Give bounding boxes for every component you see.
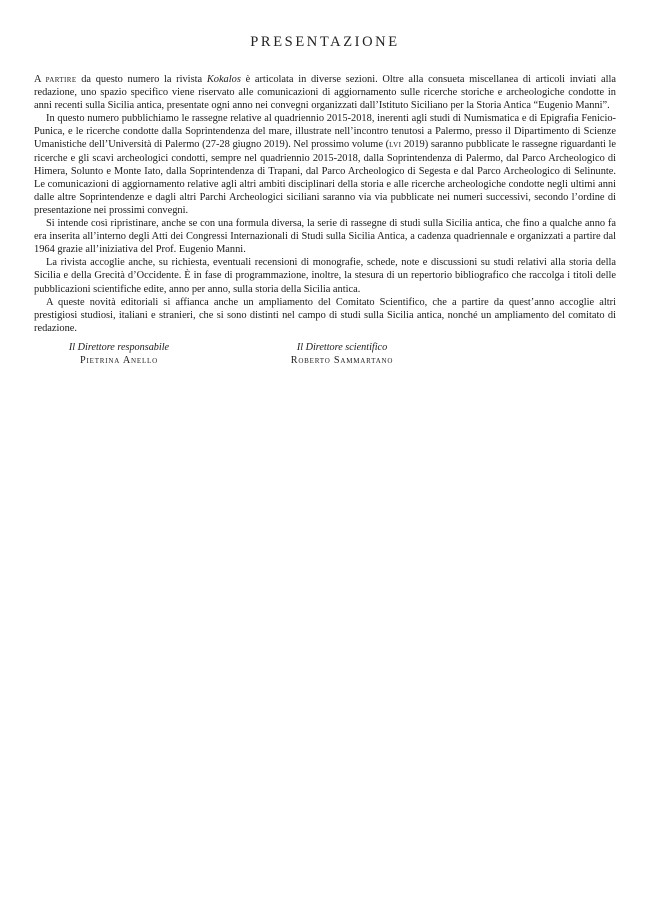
paragraph-5: A queste novità editoriali si affianca anche un ampliamento del Comitato Scientifico, che a partire da quest’anno accoglie altri prestigiosi studiosi, italiani e stranieri, che si sono distinti nel campo di studi sulla Sicilia antica, nonché un ampliamento del comitato di redazione.	[34, 296, 616, 334]
page	[34, 0, 616, 371]
paragraph-1-lead-smallcaps: partire	[45, 74, 77, 85]
signature-name: Pietrina Anello	[80, 354, 158, 366]
paragraph-4: La rivista accoglie anche, su richiesta, eventuali recensioni di monografie, schede, note e discussioni su studi relativi alla storia della Sicilia e della Grecità d’Occidente. È in fase di programmazione, inoltre, la stesura di un repertorio bibliografico che raccolga i titoli delle pubblicazioni scientifiche edite, anno per anno, sulla storia della Sicilia antica.	[34, 257, 616, 295]
paragraph-2	[34, 112, 616, 217]
paragraph-2-text-a: In questo numero pubblichiamo le rassegne relative al quadriennio 2015-2018, inerenti agli studi di Numismatica e di Epigrafia Fenicio-Punica, e le ricerche condotte dalla Soprintendenza del mare, illustrate nell’incontro tenutosi a Palermo, presso il Dipartimento di Scienze Umanistiche dell’Università di Palermo (27-28 giugno 2019). Nel prossimo volume (	[34, 113, 616, 151]
body-text	[34, 73, 616, 335]
paragraph-1-text-b: è articolata in diverse sezioni. Oltre alla consueta miscellanea di articoli inviati alla redazione, uno spazio specifico viene riservato alle comunicazioni di aggiornamento sulle ricerche storiche e archeologiche condotte in anni recenti sulla Sicilia antica, presentate ogni anno nei convegni organizzati dall’Istituto Siciliano per la Storia Antica “Eugenio Manni”.	[34, 74, 616, 112]
paragraph-1-lead-word: A	[34, 74, 41, 85]
paragraph-2-text-b: 2019) saranno pubblicate le rassegne riguardanti le ricerche e gli scavi archeologici condotti, sempre nel quadriennio 2015-2018, dalla Soprintendenza di Palermo, dal Parco Archeologico di Himera, Solunto e Monte Iato, dalla Soprintendenza di Trapani, dal Parco Archeologico di Segesta e dal Parco Archeologico di Selinunte. Le comunicazioni di aggiornamento relative agli altri ambiti disciplinari della storia e alle ricerche archeologiche condotte negli ultimi anni dalle altre Soprintendenze e dagli altri Parchi Archeologici siciliani saranno via via pubblicate nei numeri successivi, secondo l’ordine di presentazione nei prossimi convegni.	[34, 139, 616, 216]
signatures	[34, 341, 616, 371]
volume-number: lvi	[389, 139, 402, 151]
signature-role: Il Direttore scientifico	[296, 341, 388, 353]
signature-scientific-director	[278, 341, 406, 367]
paragraph-1-text-a: da questo numero la rivista	[76, 74, 207, 85]
journal-name: Kokalos	[206, 74, 241, 85]
paragraph-3: Si intende così ripristinare, anche se con una formula diversa, la serie di rassegne di studi sulla Sicilia antica, che fino a qualche anno fa era inserita all’interno degli Atti dei Congressi Internazionali di Studi sulla Sicilia Antica, a cadenza quadriennale e organizzati a partire dal 1964 grazie all’iniziativa del Prof. Eugenio Manni.	[34, 218, 616, 256]
signature-name: Roberto Sammartano	[290, 354, 394, 366]
page-title: PRESENTAZIONE	[250, 34, 400, 50]
paragraph-1	[34, 73, 616, 112]
signature-responsible-director	[64, 341, 174, 367]
signature-role: Il Direttore responsabile	[68, 341, 170, 353]
